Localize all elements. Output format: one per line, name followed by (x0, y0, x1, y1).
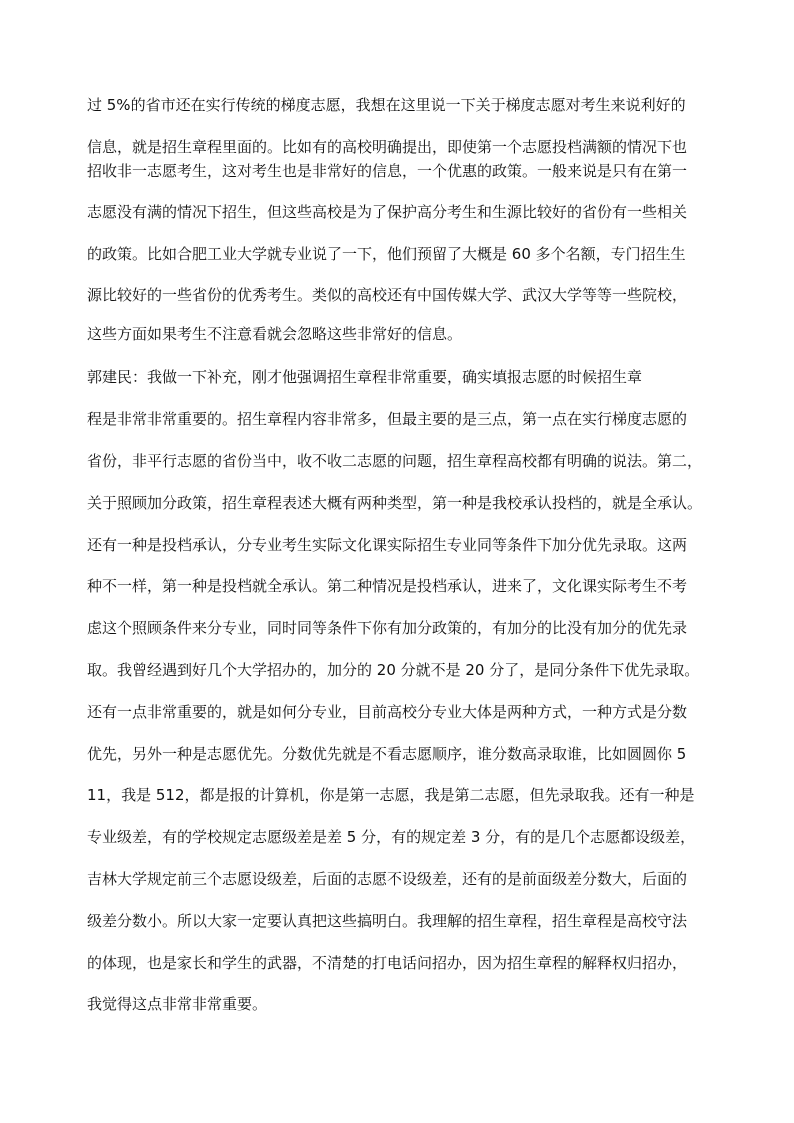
paragraph-line: 信息，就是招生章程里面的。比如有的高校明确提出，即使第一个志愿投档满额的情况下也 (87, 138, 688, 156)
paragraph-line: 的体现，也是家长和学生的武器，不清楚的打电话问招办，因为招生章程的解释权归招办， (87, 954, 688, 972)
paragraph-line: 吉林大学规定前三个志愿设级差，后面的志愿不设级差，还有的是前面级差分数大，后面的 (87, 870, 688, 888)
paragraph-line: 省份，非平行志愿的省份当中，收不收二志愿的问题，招生章程高校都有明确的说法。第二， (87, 452, 703, 470)
paragraph-line: 我觉得这点非常非常重要。 (87, 995, 268, 1013)
paragraph-line: 源比较好的一些省份的优秀考生。类似的高校还有中国传媒大学、武汉大学等等一些院校， (87, 286, 688, 304)
paragraph-line: 专业级差，有的学校规定志愿级差是差 5 分，有的规定差 3 分，有的是几个志愿都设级差， (87, 828, 696, 846)
speaker-line: 郭建民：我做一下补充，刚才他强调招生章程非常重要，确实填报志愿的时候招生章 (87, 368, 643, 386)
paragraph-line: 级差分数小。所以大家一定要认真把这些搞明白。我理解的招生章程，招生章程是高校守法 (87, 912, 688, 930)
paragraph-line: 取。我曾经遇到好几个大学招办的，加分的 20 分就不是 20 分了，是同分条件下优先录取。 (87, 661, 700, 679)
paragraph-line: 志愿没有满的情况下招生，但这些高校是为了保护高分考生和生源比较好的省份有一些相关 (87, 203, 688, 221)
paragraph-line: 虑这个照顾条件来分专业，同时同等条件下你有加分政策的，有加分的比没有加分的优先录 (87, 619, 688, 637)
paragraph-line: 优先，另外一种是志愿优先。分数优先就是不看志愿顺序，谁分数高录取谁，比如圆圆你 5 (87, 745, 687, 763)
paragraph-line: 关于照顾加分政策，招生章程表述大概有两种类型，第一种是我校承认投档的，就是全承认。 (87, 494, 703, 512)
paragraph-line: 还有一点非常重要的，就是如何分专业，目前高校分专业大体是两种方式，一种方式是分数 (87, 703, 688, 721)
paragraph-line: 种不一样，第一种是投档就全承认。第二种情况是投档承认，进来了，文化课实际考生不考 (87, 577, 688, 595)
paragraph-line: 还有一种是投档承认，分专业考生实际文化课实际招生专业同等条件下加分优先录取。这两 (87, 536, 688, 554)
paragraph-line: 过 5%的省市还在实行传统的梯度志愿，我想在这里说一下关于梯度志愿对考生来说利好的 (87, 96, 686, 114)
paragraph-line: 招收非一志愿考生，这对考生也是非常好的信息，一个优惠的政策。一般来说是只有在第一 (87, 162, 688, 180)
paragraph-line: 11，我是 512，都是报的计算机，你是第一志愿，我是第二志愿，但先录取我。还有一种是 (87, 786, 695, 804)
paragraph-line: 的政策。比如合肥工业大学就专业说了一下，他们预留了大概是 60 多个名额，专门招生生 (87, 245, 686, 263)
paragraph-line: 这些方面如果考生不注意看就会忽略这些非常好的信息。 (87, 325, 463, 343)
paragraph-line: 程是非常非常重要的。招生章程内容非常多，但最主要的是三点，第一点在实行梯度志愿的 (87, 410, 688, 428)
